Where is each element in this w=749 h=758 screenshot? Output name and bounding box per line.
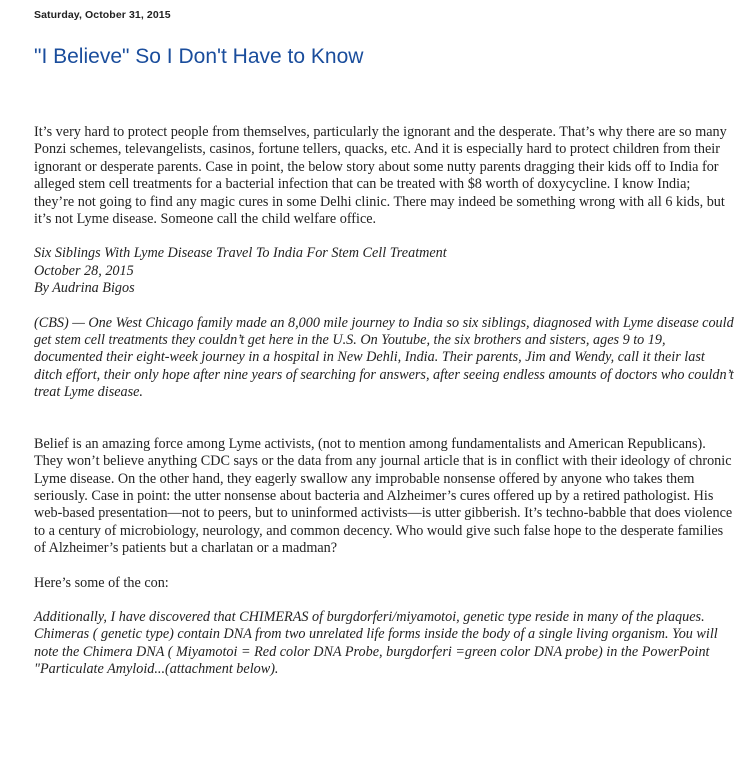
con-quote-paragraph: Additionally, I have discovered that CHIMERAS of burgdorferi/miyamotoi, genetic type reside in many of the plaques. Chimeras ( genetic type) contain DNA from two unrelated life forms inside the body of a single living organism. You will note the Chimera DNA ( Miyamotoi = Red color DNA Probe, burgdorferi =green color DNA probe) in the PowerPoint "Particulate Amyloid...(attachment below). xyxy=(34,608,718,678)
post-title[interactable]: "I Believe" So I Don't Have to Know xyxy=(34,45,364,68)
quoted-article-body: (CBS) — One West Chicago family made an 8,000 mile journey to India so six siblings, diagnosed with Lyme disease could get stem cell treatments they couldn’t get here in the U.S. On Youtube, the six brothers and sisters, ages 9 to 19, documented their eight-week journey in a hospital in New Dehli, India. Their parents, Jim and Wendy, call it their last ditch effort, their only hope after nine years of searching for answers, after seeing endless amounts of doctors who couldn’t treat Lyme disease. xyxy=(34,314,734,401)
quoted-article-headline: Six Siblings With Lyme Disease Travel To India For Stem Cell Treatment xyxy=(34,245,447,262)
post-date: Saturday, October 31, 2015 xyxy=(34,9,171,21)
quoted-article-date: October 28, 2015 xyxy=(34,262,134,279)
post-body xyxy=(34,124,734,679)
belief-paragraph: Belief is an amazing force among Lyme activists, (not to mention among fundamentalists and American Republicans). They won’t believe anything CDC says or the data from any journal article that is in conflict with their ideology of chronic Lyme disease. On the other hand, they eagerly swallow any improbable nonsense offered by anyone who takes them seriously. Case in point: the utter nonsense about bacteria and Alzheimer’s cures offered up by a retired pathologist. His web-based presentation—not to peers, but to uninformed activists—is utter gibberish. It’s techno-babble that does violence to a century of microbiology, neurology, and common decency. Who would give such false hope to the desperate families of Alzheimer’s patients but a charlatan or a madman? xyxy=(34,435,733,557)
con-intro-paragraph: Here’s some of the con: xyxy=(34,574,169,591)
quoted-article-byline: By Audrina Bigos xyxy=(34,280,135,297)
intro-paragraph: It’s very hard to protect people from themselves, particularly the ignorant and the desperate. That’s why there are so many Ponzi schemes, televangelists, casinos, fortune tellers, quacks, etc. And it is especially hard to protect children from their ignorant or desperate parents. Case in point, the below story about some nutty parents dragging their kids off to India for alleged stem cell treatments for a bacterial infection that can be treated with $8 worth of doxycycline. I know India; they’re not going to find any magic cures in some Delhi clinic. There may indeed be something wrong with all 6 kids, but it’s not Lyme disease. Someone call the child welfare office. xyxy=(34,124,727,228)
